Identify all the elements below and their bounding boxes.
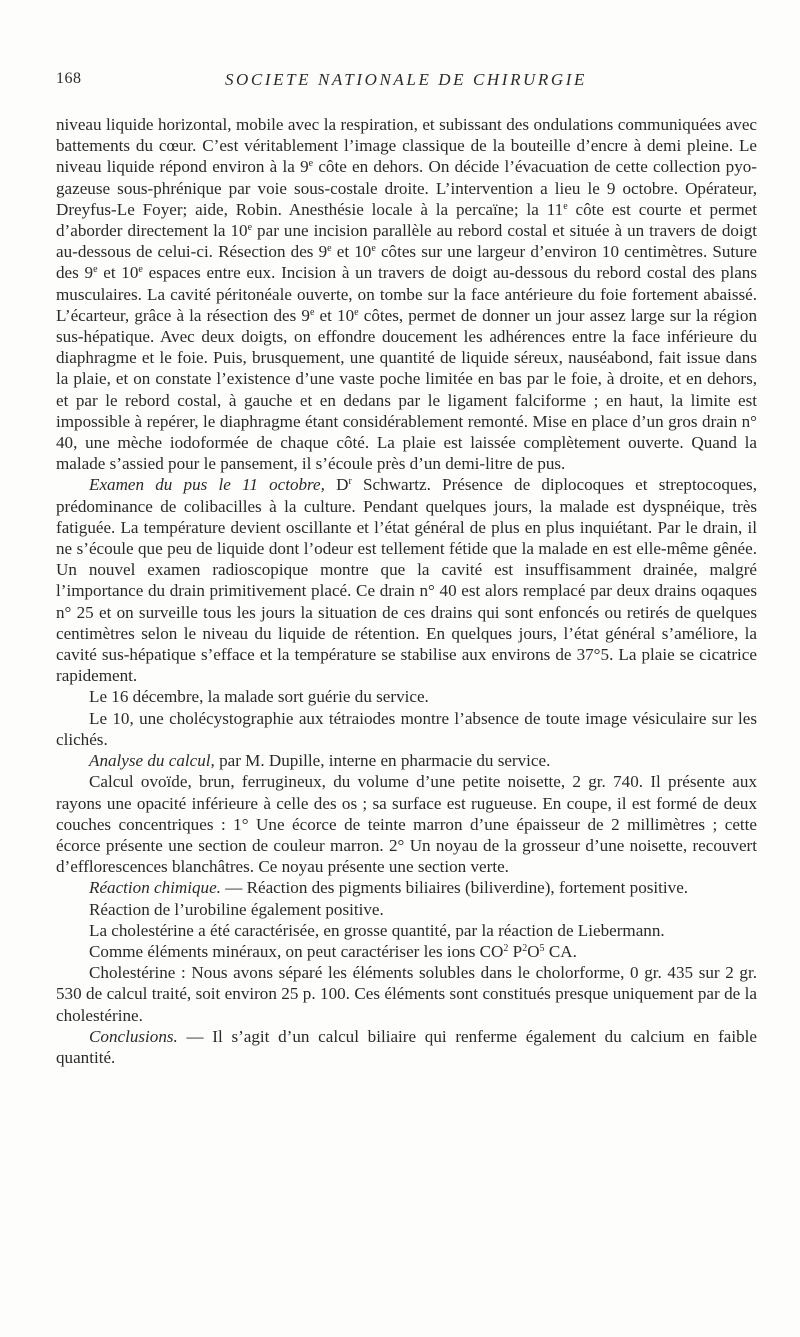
text-run: et 10: [314, 305, 355, 325]
text-run: O: [527, 941, 540, 961]
paragraph: [56, 877, 757, 898]
superscript: e: [371, 243, 376, 255]
text-run: côte en dehors. On décide l’évacuation de cette collection pyo-gazeuse sous-phrénique par voie sous-costale droite. L’intervention a lieu le 9 octobre. Opérateur, Dreyfus-Le Foyer; aide, Robin. Anesthésie locale à la percaïne; la 11: [56, 157, 757, 219]
superscript: e: [309, 306, 315, 318]
text-run: Réaction de l’urobiline également positive.: [89, 899, 384, 919]
paragraph: [56, 708, 757, 750]
superscript: 2: [503, 942, 509, 954]
text-run: et 10: [331, 242, 372, 262]
superscript: 5: [539, 942, 545, 954]
paragraph: [56, 941, 757, 962]
running-head: SOCIETE NATIONALE DE CHIRURGIE: [224, 70, 588, 89]
paragraph: [56, 686, 757, 707]
text-run: espaces entre eux. Incision à un travers de doigt au-dessous du rebord costal des plans musculaires. La cavité péritonéale ouverte, on tombe sur la face antérieure du foie fortement abaissé. L’écarteur, grâce à la résection des 9: [56, 263, 758, 325]
paragraph: [56, 962, 757, 1026]
superscript: e: [563, 200, 568, 212]
paragraph: [56, 750, 757, 771]
text-run: Calcul ovoïde, brun, ferrugineux, du volume d’une petite noisette, 2 gr. 740. Il présente aux rayons une opacité inférieure à celle des os ; sa surface est rugueuse. En coupe, il est formé de deux couches concentriques : 1° Une écorce de teinte marron d’une épaisseur de 2 millimètres ; cette écorce présente une section de couleur marron. 2° Un noyau de la grosseur d’une noisette, recouvert d’efflorescences blanchâtres. Ce noyau présente une section verte.: [56, 772, 757, 877]
paragraph: [56, 114, 757, 474]
superscript: e: [327, 243, 332, 255]
text-run: La cholestérine a été caractérisée, en grosse quantité, par la réaction de Liebermann.: [89, 920, 665, 940]
text-run: Le 10, une cholécystographie aux tétraiodes montre l’absence de toute image vésiculaire sur les clichés.: [56, 708, 757, 749]
text-run: D: [324, 475, 349, 495]
page-header: [56, 70, 756, 96]
text-run: CA.: [544, 941, 577, 961]
text-run: P: [508, 941, 523, 961]
paragraph: [56, 920, 757, 941]
text-run: et 10: [97, 263, 139, 283]
italic-text: Conclusions.: [89, 1026, 178, 1046]
paragraph: [56, 771, 757, 877]
text-run: côte est courte et permet d’aborder directement la 10: [56, 199, 757, 241]
italic-text: Examen du pus le 11 octobre,: [89, 475, 325, 495]
text-run: Le 16 décembre, la malade sort guérie du service.: [89, 687, 429, 707]
text-run: Cholestérine : Nous avons séparé les éléments solubles dans le cholorforme, 0 gr. 435 sur 2 gr. 530 de calcul traité, soit environ 25 p. 100. Ces éléments sont constitués presque uniquement par de la cholestérine.: [56, 963, 757, 1025]
superscript: e: [308, 158, 314, 170]
text-run: côtes, permet de donner un jour assez large sur la région sus-hépatique. Avec deux doigts, on effondre doucement les adhérences entre la face inférieure du diaphragme et le foie. Puis, brusquement, une quantité de liquide séreux, nauséabond, fait issue dans la plaie, et on constate l’existence d’une vaste poche limitée en bas par le foie, à droite, et en dehors, et par le rebord costal, à gauche et en dedans par le ligament falciforme ; en haut, la limite est impossible à repérer, le diaphragme étant considérablement remonté. Mise en place d’un gros drain n° 40, une mèche iodoformée de chaque côté. La plaie est laissée complètement ouverte. Quand la malade s’assied pour le pansement, il s’écoule près d’un demi-litre de pus.: [56, 305, 757, 474]
text-run: — Réaction des pigments biliaires (biliverdine), fortement positive.: [220, 878, 689, 898]
body-text: [56, 114, 757, 1068]
superscript: 2: [522, 942, 528, 954]
italic-text: Réaction chimique.: [89, 878, 221, 898]
superscript: e: [247, 222, 253, 234]
text-run: Schwartz. Présence de diplocoques et streptocoques, prédominance de colibacilles à la culture. Pendant quelques jours, la malade est dyspnéique, très fatiguée. La température devient oscillante et l’état général de plus en plus inquiétant. Par le drain, il ne s’écoule que peu de liquide dont l’odeur est tellement fétide que la malade en est elle-même gênée. Un nouvel examen radioscopique montre que la cavité est insuffisamment drainée, malgré l’importance du drain primitivement placé. Ce drain n° 40 est alors remplacé par deux drains oqaques n° 25 et on surveille tous les jours la situation de ces drains qui sont enfoncés ou retirés de quelques centimètres selon le niveau du liquide de rétention. En quelques jours, l’état général s’améliore, la cavité sus-hépatique s’efface et la température se stabilise aux environs de 37°5. La plaie se cicatrice rapidement.: [56, 475, 757, 686]
paragraph: [56, 899, 757, 920]
text-run: Comme éléments minéraux, on peut caractériser les ions CO: [89, 941, 504, 961]
paragraph: [56, 474, 757, 686]
text-run: par une incision parallèle au rebord costal et située à un travers de doigt au-dessous de celui-ci. Résection des 9: [56, 221, 757, 262]
text-run: côtes sur une largeur d’environ 10 centimètres. Suture des 9: [56, 242, 757, 283]
superscript: e: [354, 306, 359, 318]
text-run: par M. Dupille, interne en pharmacie du service.: [214, 751, 551, 771]
text-run: niveau liquide horizontal, mobile avec la respiration, et subissant des ondulations communiquées avec battements du cœur. C’est véritablement l’image classique de la bouteille d’encre à demi pleine. Le niveau liquide répond environ à la 9: [56, 115, 757, 177]
superscript: e: [138, 264, 143, 276]
superscript: r: [348, 476, 352, 488]
paragraph: [56, 1026, 757, 1068]
superscript: e: [93, 264, 98, 276]
text-run: — Il s’agit d’un calcul biliaire qui renferme également du calcium en faible quantité.: [56, 1026, 757, 1067]
italic-text: Analyse du calcul,: [89, 751, 215, 771]
page-number: 168: [56, 70, 82, 87]
